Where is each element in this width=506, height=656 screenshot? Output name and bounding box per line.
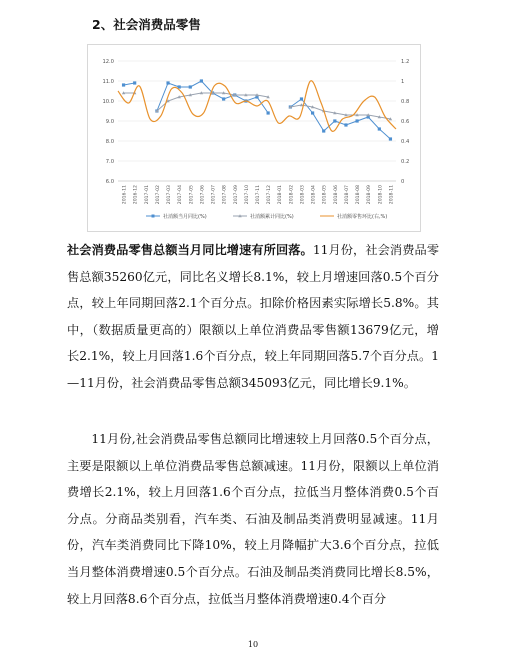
data-point-monthly — [189, 85, 192, 88]
data-point-monthly — [222, 97, 225, 100]
section-heading: 2、社会消费品零售 — [92, 17, 201, 32]
x-tick-label: 2017-02 — [155, 185, 161, 205]
y-right-tick-label: 1 — [401, 79, 405, 85]
x-tick-label: 2016-11 — [122, 185, 128, 205]
paragraph-1-lead: 社会消费品零售总额当月同比增速有所回落。 — [67, 243, 313, 257]
paragraph-2 — [67, 426, 439, 612]
legend-label: 社消额当月同比(%) — [163, 214, 207, 220]
y-left-tick-label: 7.0 — [105, 159, 114, 165]
data-point-monthly — [267, 111, 270, 114]
x-tick-label: 2017-10 — [244, 185, 250, 205]
data-point-monthly — [378, 127, 381, 130]
legend-label: 社消额累计同比(%) — [250, 214, 294, 220]
x-tick-label: 2017-11 — [256, 185, 261, 205]
legend-marker — [152, 215, 155, 218]
series-line-0 — [157, 81, 268, 113]
y-left-tick-label: 6.0 — [105, 179, 114, 185]
y-left-tick-label: 12.0 — [102, 59, 114, 65]
y-right-tick-label: 0.8 — [401, 99, 410, 105]
series-line-0 — [290, 99, 390, 139]
x-tick-label: 2018-08 — [356, 185, 362, 205]
y-right-tick-label: 0.2 — [401, 159, 410, 165]
data-point-monthly — [200, 79, 203, 82]
page-number: 10 — [247, 640, 259, 649]
data-point-monthly — [133, 81, 136, 84]
x-tick-label: 2017-12 — [267, 185, 273, 205]
series-line-1 — [157, 93, 268, 111]
x-tick-label: 2017-04 — [178, 185, 184, 205]
y-left-tick-label: 10.0 — [102, 99, 114, 105]
x-tick-label: 2018-10 — [378, 185, 384, 205]
x-tick-label: 2017-08 — [222, 185, 228, 205]
data-point-monthly — [300, 97, 303, 100]
x-tick-label: 2017-03 — [167, 185, 173, 205]
x-tick-label: 2017-09 — [233, 185, 239, 205]
x-tick-label: 2018-04 — [311, 185, 317, 205]
series-line-0 — [124, 83, 135, 85]
paragraph-1-text: 11月份，社会消费品零售总额35260亿元，同比名义增长8.1%，较上月增速回落0.5个百分点，较上年同期回落2.1个百分点。扣除价格因素实际增长5.8%。其中，（数据质量更高的）限额以上单位消费品零售额13679亿元，增长2.1%，较上月回落1.6个百分点，较上年同期回落5.7个百分点。1—11月份，社会消费品零售总额345093亿元，同比增长9.1%。 — [67, 243, 440, 390]
x-tick-label: 2018-01 — [278, 185, 284, 205]
chart-svg — [88, 45, 420, 231]
x-tick-label: 2018-05 — [322, 185, 328, 205]
data-point-monthly — [344, 123, 347, 126]
paragraph-1 — [67, 237, 439, 397]
y-right-tick-label: 0.6 — [401, 119, 410, 125]
legend-label: 社消额零售环比(右,%) — [337, 214, 388, 220]
x-tick-label: 2016-12 — [133, 185, 139, 205]
x-tick-label: 2017-06 — [200, 185, 206, 205]
x-tick-label: 2018-02 — [289, 185, 295, 205]
y-right-tick-label: 0.4 — [401, 139, 410, 145]
y-right-tick-label: 1.2 — [401, 59, 410, 65]
x-tick-label: 2017-07 — [211, 185, 217, 205]
series-line-1 — [290, 105, 390, 119]
retail-sales-chart — [87, 44, 421, 232]
y-right-tick-label: 0 — [401, 179, 405, 185]
data-point-monthly — [122, 83, 125, 86]
x-tick-label: 2018-06 — [333, 185, 339, 205]
x-tick-label: 2018-11 — [389, 185, 395, 205]
data-point-monthly — [322, 129, 325, 132]
y-left-tick-label: 9.0 — [105, 119, 114, 125]
data-point-monthly — [311, 111, 314, 114]
y-left-tick-label: 8.0 — [105, 139, 114, 145]
series-line-mom — [118, 81, 396, 132]
x-tick-label: 2018-07 — [344, 185, 350, 205]
x-tick-label: 2017-05 — [189, 185, 195, 205]
data-point-monthly — [389, 137, 392, 140]
data-point-monthly — [355, 119, 358, 122]
data-point-monthly — [166, 81, 169, 84]
y-left-tick-label: 11.0 — [102, 79, 114, 85]
paragraph-2-text: 11月份,社会消费品零售总额同比增速较上月回落0.5个百分点，主要是限额以上单位消费品零售总额减速。11月份，限额以上单位消费增长2.1%，较上月回落1.6个百分点，拉低当月整体消费0.5个百分点。分商品类别看，汽车类、石油及制品类消费明显减速。11月份，汽车类消费同比下降10%，较上月降幅扩大3.6个百分点，拉低当月整体消费增速0.5个百分点。石油及制品类消费同比增长8.5%，较上月回落8.6个百分点，拉低当月整体消费增速0.4个百分 — [67, 432, 439, 606]
x-tick-label: 2018-03 — [300, 185, 306, 205]
x-tick-label: 2018-09 — [367, 185, 373, 205]
x-tick-label: 2017-01 — [144, 185, 150, 205]
data-point-monthly — [333, 119, 336, 122]
